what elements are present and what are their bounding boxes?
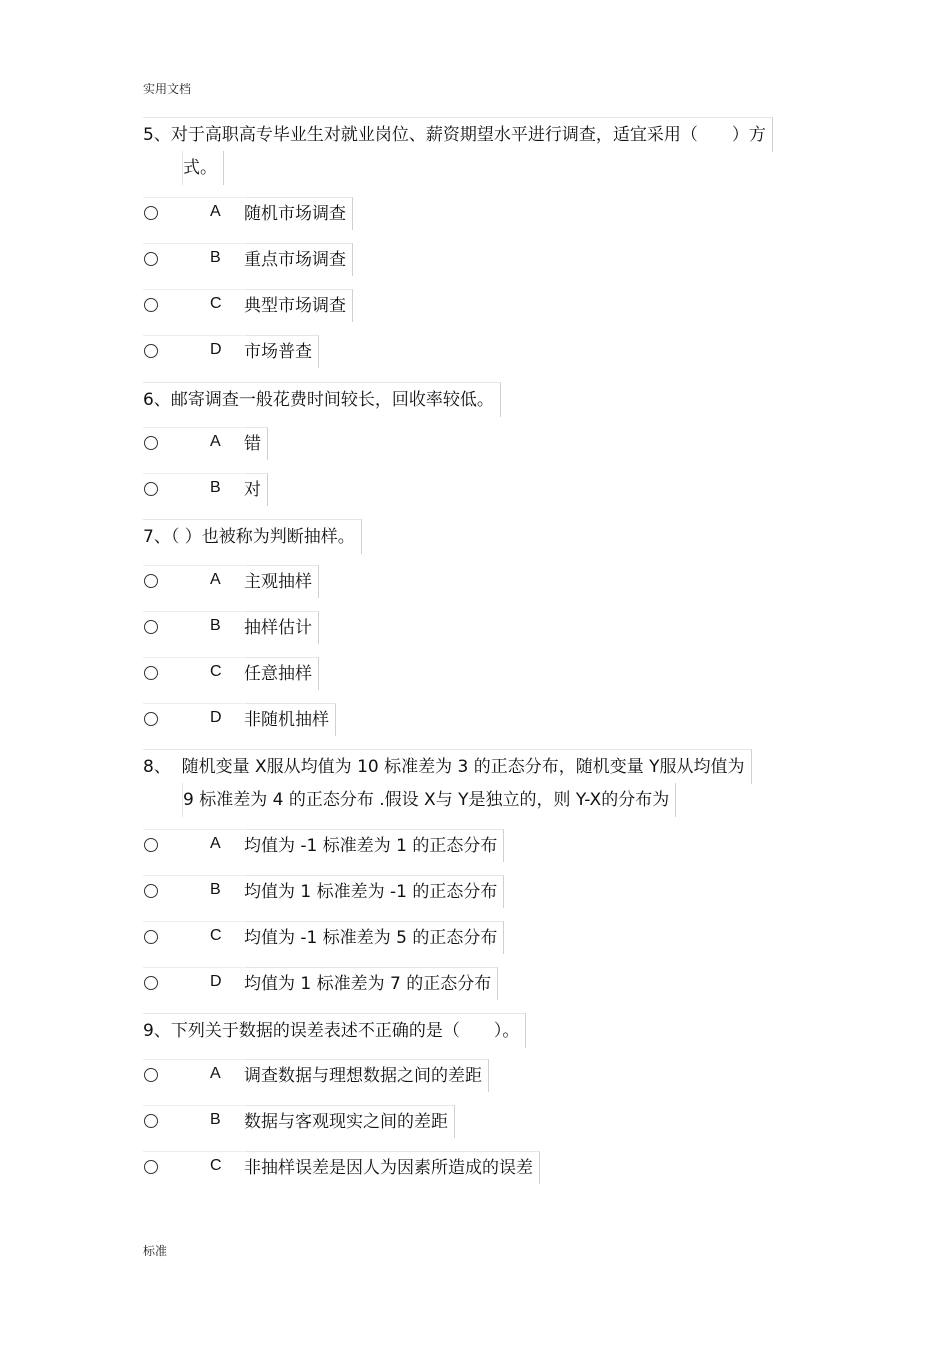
- radio-icon[interactable]: [144, 206, 158, 220]
- question-6-text: 6、邮寄调查一般花费时间较长，回收率较低。: [143, 382, 501, 417]
- radio-icon[interactable]: [144, 666, 158, 680]
- radio-icon[interactable]: [144, 574, 158, 588]
- radio-icon[interactable]: [144, 436, 158, 450]
- radio-icon[interactable]: [144, 712, 158, 726]
- question-5-text-cont: 式。: [182, 151, 224, 185]
- radio-icon[interactable]: [144, 884, 158, 898]
- page-header: 实用文档: [143, 82, 192, 96]
- question-9-text: 9、下列关于数据的误差表述不正确的是（ ）。: [143, 1013, 526, 1048]
- radio-icon[interactable]: [144, 482, 158, 496]
- radio-icon[interactable]: [144, 344, 158, 358]
- radio-icon[interactable]: [144, 838, 158, 852]
- radio-icon[interactable]: [144, 1160, 158, 1174]
- radio-icon[interactable]: [144, 620, 158, 634]
- question-5-text: 5、对于高职高专毕业生对就业岗位、薪资期望水平进行调查，适宜采用（ ）方: [143, 117, 773, 152]
- question-8-text: 8、 随机变量 X服从均值为 10 标准差为 3 的正态分布，随机变量 Y服从均值为: [143, 749, 752, 784]
- question-7-text: 7、（ ）也被称为判断抽样。: [143, 519, 362, 554]
- radio-icon[interactable]: [144, 976, 158, 990]
- radio-icon[interactable]: [144, 1114, 158, 1128]
- question-8-text-cont: 9 标准差为 4 的正态分布 .假设 X与 Y是独立的，则 Y-X的分布为: [182, 783, 676, 817]
- radio-icon[interactable]: [144, 1068, 158, 1082]
- radio-icon[interactable]: [144, 930, 158, 944]
- radio-icon[interactable]: [144, 252, 158, 266]
- page-footer: 标准: [143, 1244, 168, 1258]
- radio-icon[interactable]: [144, 298, 158, 312]
